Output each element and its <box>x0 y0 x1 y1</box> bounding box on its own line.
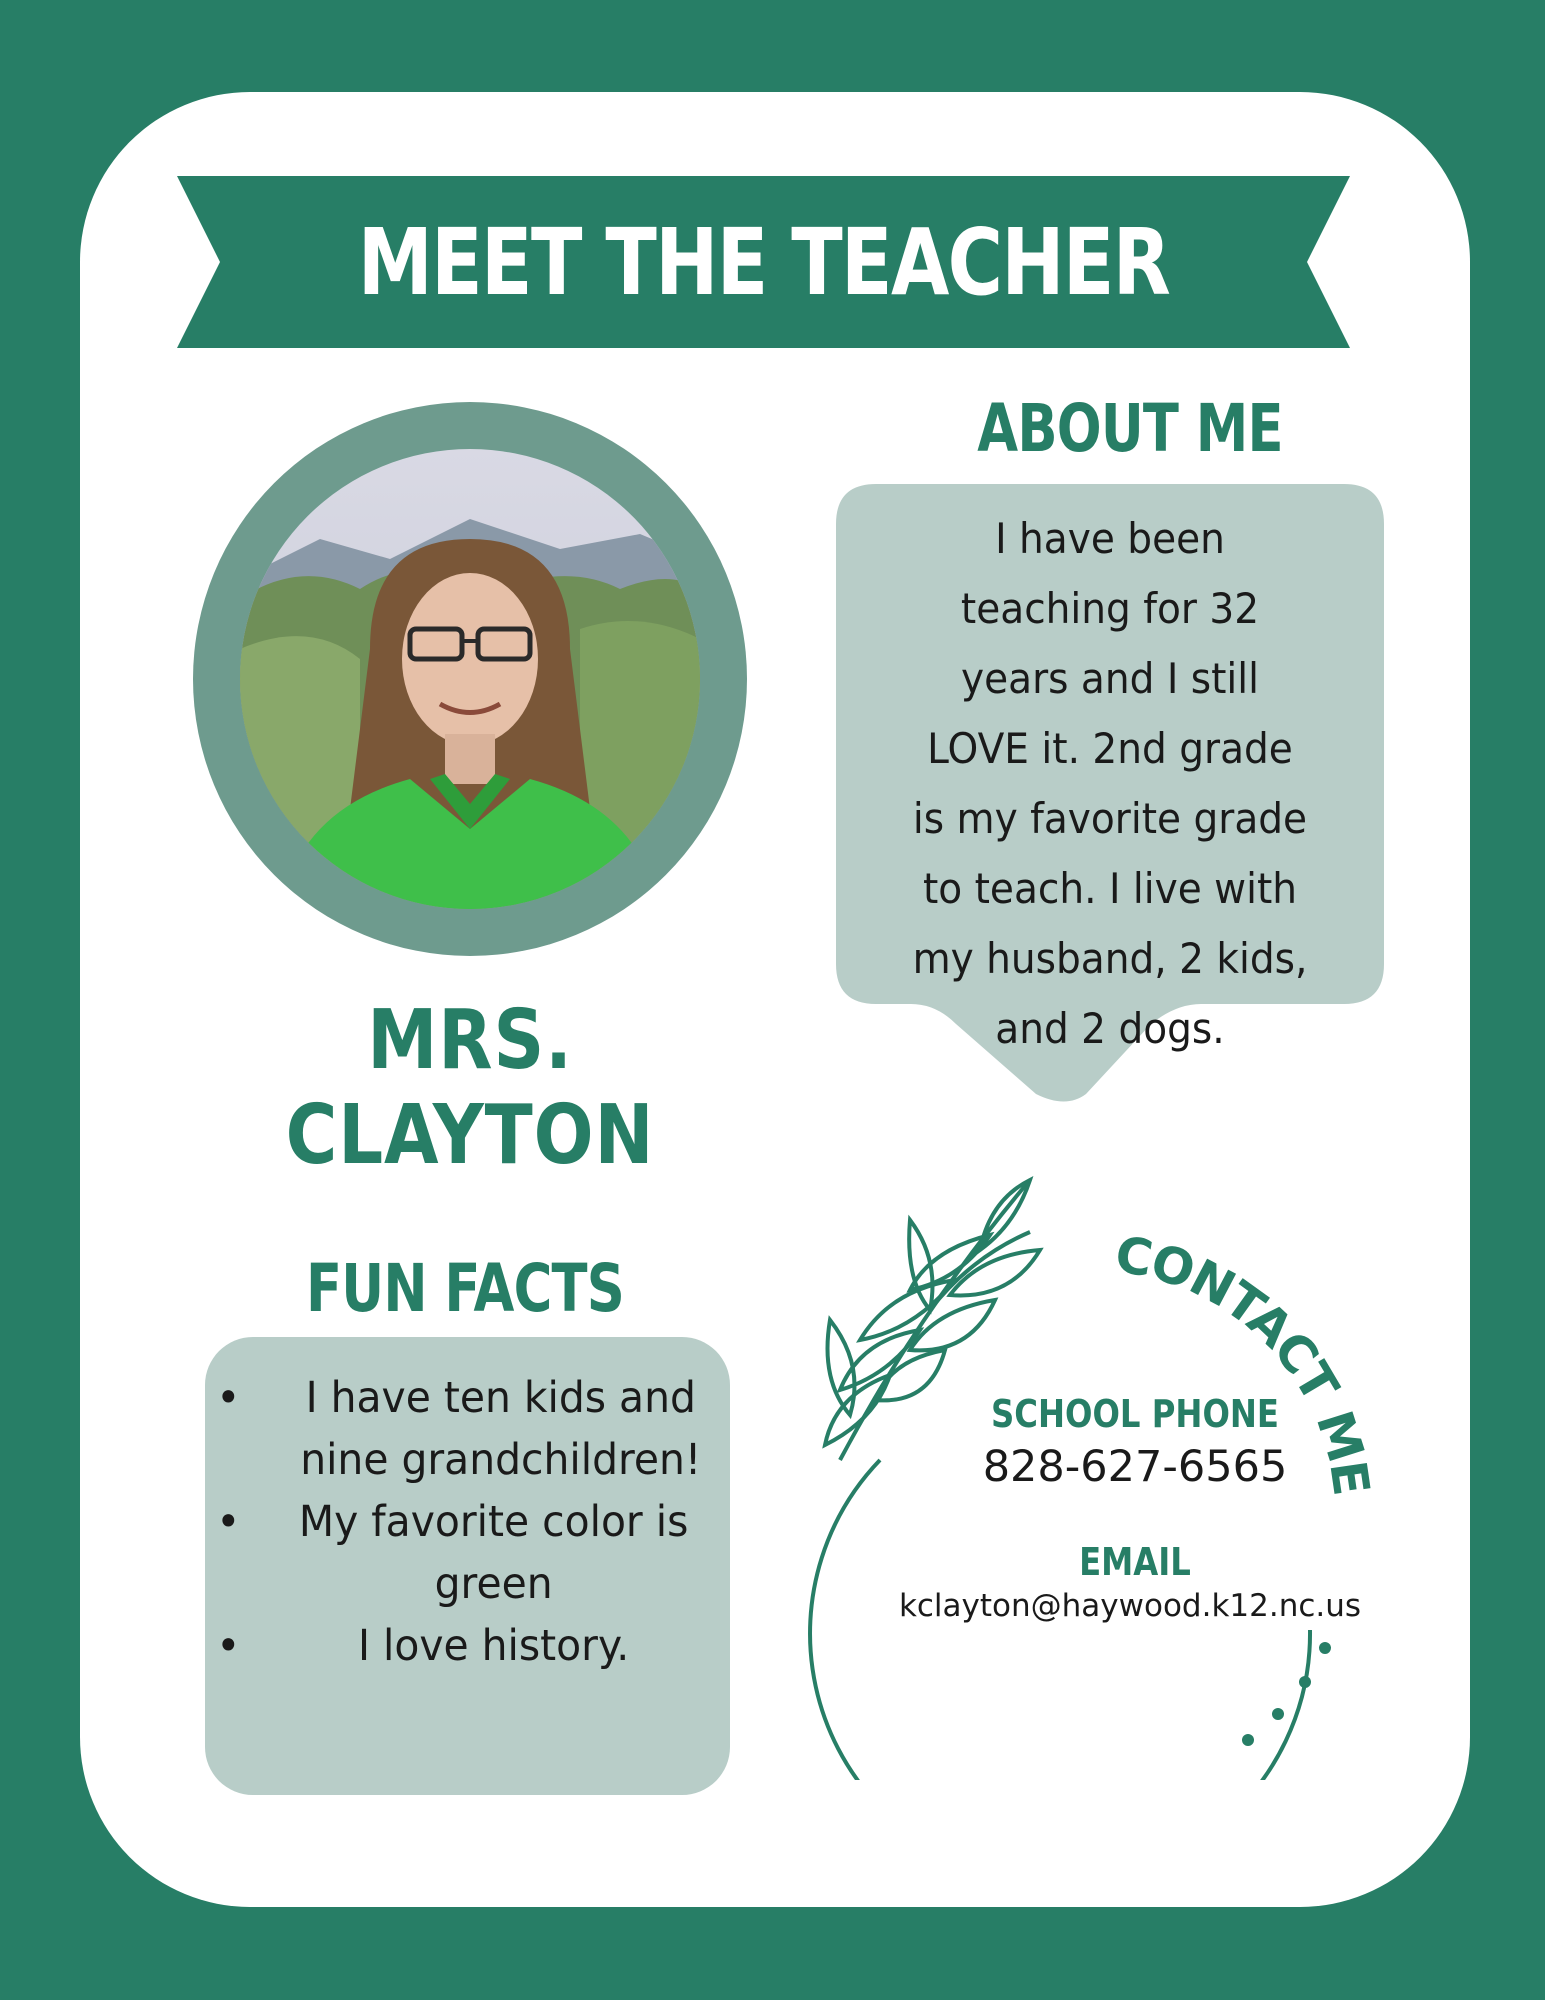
fact-line: My favorite color is <box>298 1497 689 1547</box>
title-banner <box>177 176 1350 348</box>
fact-line: I have ten kids and <box>305 1373 696 1423</box>
fun-facts-heading: FUN FACTS <box>306 1250 624 1327</box>
fun-facts-list <box>205 1367 730 1677</box>
bullet-icon: • <box>216 1621 241 1671</box>
fact-line: I love history. <box>357 1621 630 1671</box>
page-title: MEET THE TEACHER <box>357 208 1170 316</box>
about-line: my husband, 2 kids, <box>912 934 1308 983</box>
fact-line: green <box>434 1559 553 1609</box>
bullet-icon: • <box>216 1373 241 1423</box>
fact-line: nine grandchildren! <box>300 1435 702 1485</box>
about-line: to teach. I live with <box>922 864 1298 913</box>
about-line: teaching for 32 <box>960 584 1260 633</box>
teacher-photo-frame <box>193 402 747 956</box>
list-item <box>218 1615 717 1677</box>
about-line: LOVE it. 2nd grade <box>927 724 1293 773</box>
contact-section <box>780 1160 1400 1780</box>
about-me-text <box>883 504 1337 1064</box>
about-me-heading: ABOUT ME <box>977 390 1283 467</box>
email-label: EMAIL <box>1079 1540 1191 1584</box>
email-address[interactable]: kclayton@haywood.k12.nc.us <box>898 1588 1362 1624</box>
about-line: I have been <box>995 514 1225 563</box>
fun-facts-box <box>205 1337 730 1795</box>
list-item <box>218 1367 717 1491</box>
school-phone-label: SCHOOL PHONE <box>990 1392 1279 1436</box>
school-phone-number[interactable]: 828-627-6565 <box>982 1442 1288 1492</box>
contact-me-heading: CONTACT ME <box>1111 1225 1381 1498</box>
bullet-icon: • <box>216 1497 241 1547</box>
about-line: years and I still <box>961 654 1259 703</box>
teacher-photo <box>240 449 700 909</box>
about-line: is my favorite grade <box>912 794 1308 843</box>
list-item <box>218 1491 717 1615</box>
about-line: and 2 dogs. <box>995 1004 1225 1053</box>
about-me-box <box>836 484 1384 1104</box>
teacher-name: MRS. CLAYTON <box>285 993 655 1183</box>
